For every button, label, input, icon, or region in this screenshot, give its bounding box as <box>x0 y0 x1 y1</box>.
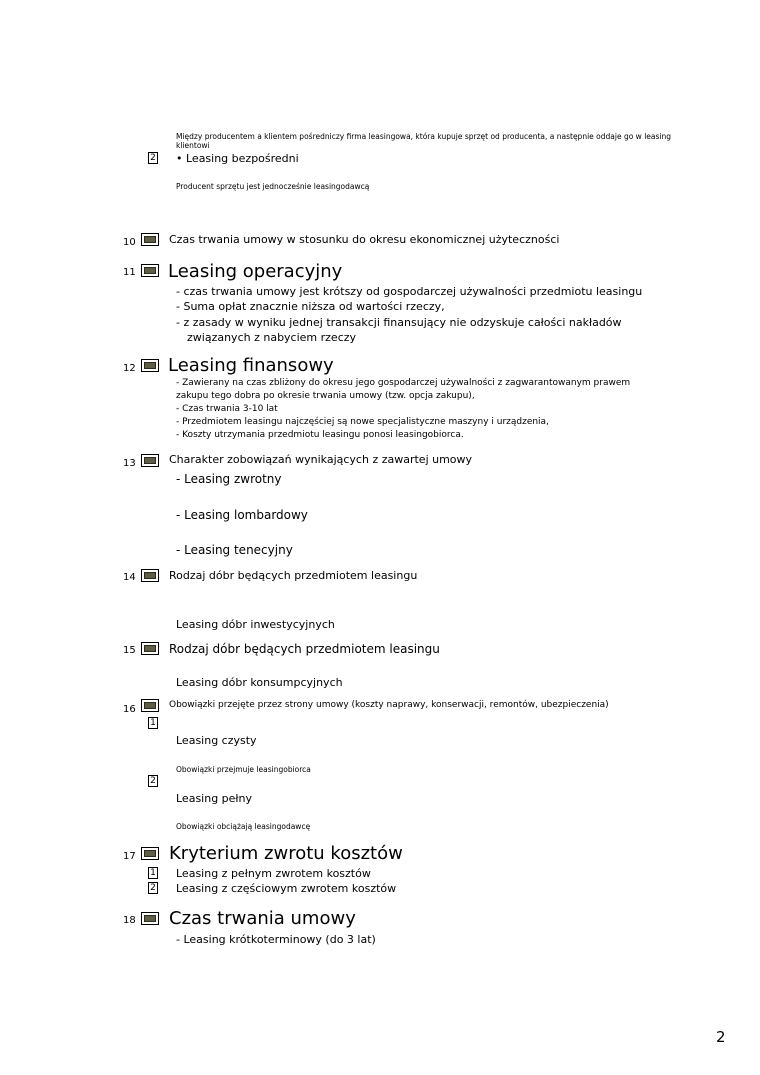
slide-number: 18 <box>123 915 136 926</box>
list-item: Leasing dóbr inwestycyjnych <box>176 618 335 631</box>
slide-number: 14 <box>123 572 136 583</box>
list-item: Leasing czysty <box>176 734 257 747</box>
slide-title: Kryterium zwrotu kosztów <box>169 843 403 864</box>
item-number-box: 1 <box>148 717 158 729</box>
slide-title: Leasing operacyjny <box>168 261 343 282</box>
slide-number: 11 <box>123 267 136 278</box>
slide-thumbnail-icon <box>141 359 159 372</box>
slide-title: Rodzaj dóbr będących przedmiotem leasingu <box>169 642 440 656</box>
list-item: Leasing pełny <box>176 792 253 805</box>
list-item: - Leasing zwrotny <box>176 472 282 486</box>
list-item: Leasing z częściowym zwrotem kosztów <box>176 882 397 895</box>
slide-thumbnail-icon <box>141 642 159 655</box>
slide-number: 15 <box>123 645 136 656</box>
slide-title: Charakter zobowiązań wynikających z zawartej umowy <box>169 453 473 466</box>
slide-thumbnail-icon <box>141 264 159 277</box>
item-number-box: 2 <box>148 775 158 787</box>
slide-thumbnail-icon <box>141 847 159 860</box>
slide-number: 10 <box>123 237 136 248</box>
note: Obowiązki obciążają leasingodawcę <box>176 822 311 831</box>
list-item: - Leasing krótkoterminowy (do 3 lat) <box>176 933 376 946</box>
intro-note: Producent sprzętu jest jednocześnie leasingodawcą <box>176 182 370 191</box>
list-item: - Czas trwania 3-10 lat <box>176 404 278 414</box>
item-number-box: 1 <box>148 867 158 879</box>
slide-thumbnail-icon <box>141 699 159 712</box>
slide-number: 16 <box>123 704 136 715</box>
list-item: Leasing z pełnym zwrotem kosztów <box>176 867 371 880</box>
slide-title: Obowiązki przejęte przez strony umowy (koszty naprawy, konserwacji, remontów, ubezpieczenia) <box>169 700 609 710</box>
slide-number: 12 <box>123 363 136 374</box>
list-item: Leasing dóbr konsumpcyjnych <box>176 676 343 689</box>
list-item: - z zasady w wyniku jednej transakcji finansujący nie odzyskuje całości nakładów <box>176 316 622 329</box>
list-item: - Leasing lombardowy <box>176 508 308 522</box>
slide-title: Leasing finansowy <box>168 355 334 376</box>
list-item: - Zawierany na czas zbliżony do okresu jego gospodarczej używalności z zagwarantowanym prawem <box>176 378 631 388</box>
list-item: - Przedmiotem leasingu najczęściej są nowe specjalistyczne maszyny i urządzenia, <box>176 417 549 427</box>
item-number-box: 2 <box>148 152 158 164</box>
bullet-leasing-bezposredni: • Leasing bezpośredni <box>176 152 299 165</box>
slide-thumbnail-icon <box>141 233 159 246</box>
list-item: zakupu tego dobra po okresie trwania umowy (tzw. opcja zakupu), <box>176 391 475 401</box>
slide-thumbnail-icon <box>141 569 159 582</box>
slide-title: Czas trwania umowy w stosunku do okresu ekonomicznej użyteczności <box>169 233 560 246</box>
list-item: - czas trwania umowy jest krótszy od gospodarczej używalności przedmiotu leasingu <box>176 285 643 298</box>
item-number-box: 2 <box>148 882 158 894</box>
slide-number: 13 <box>123 458 136 469</box>
slide-title: Czas trwania umowy <box>169 908 356 929</box>
slide-title: Rodzaj dóbr będących przedmiotem leasingu <box>169 569 418 582</box>
slide-thumbnail-icon <box>141 454 159 467</box>
list-item: - Leasing tenecyjny <box>176 543 293 557</box>
page-number: 2 <box>716 1028 726 1046</box>
slide-thumbnail-icon <box>141 912 159 925</box>
slide-number: 17 <box>123 851 136 862</box>
note: Obowiązki przejmuje leasingobiorca <box>176 765 311 774</box>
intro-line-2: klientowi <box>176 141 210 150</box>
list-item: - Suma opłat znacznie niższa od wartości rzeczy, <box>176 300 445 313</box>
intro-line-1: Między producentem a klientem pośredniczy firma leasingowa, która kupuje sprzęt od producenta, a następnie oddaje go w leasing <box>176 132 671 141</box>
list-item: związanych z nabyciem rzeczy <box>187 331 357 344</box>
list-item: - Koszty utrzymania przedmiotu leasingu ponosi leasingobiorca. <box>176 430 464 440</box>
